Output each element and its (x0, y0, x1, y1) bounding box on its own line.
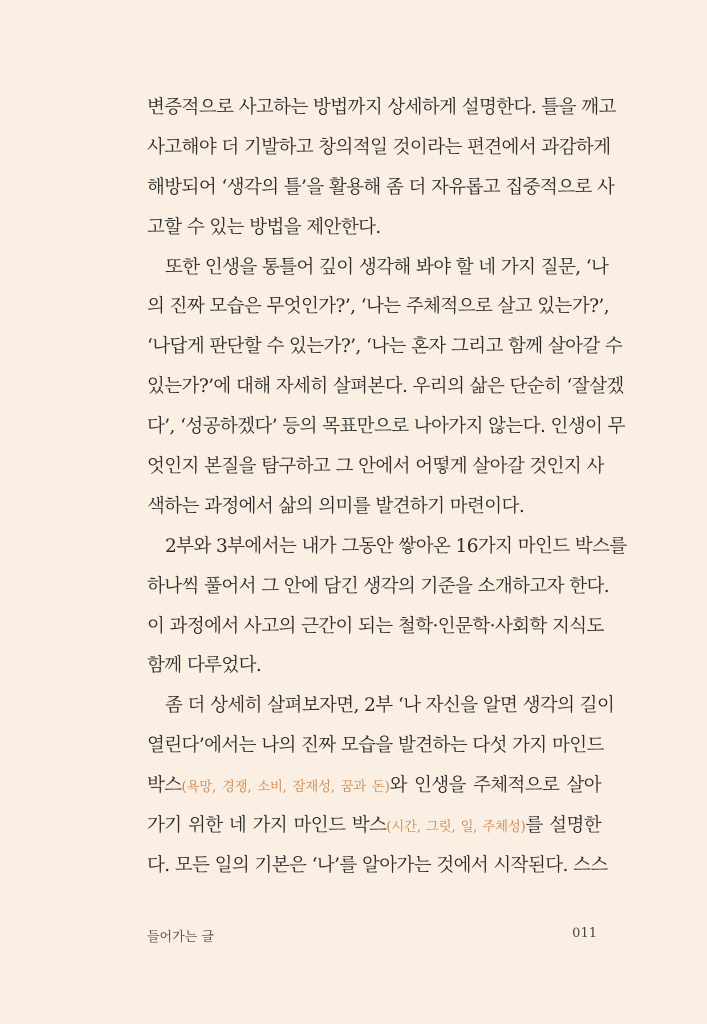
page-number: 011 (572, 926, 597, 941)
text-line: 엇인지 본질을 탐구하고 그 안에서 어떻게 살아갈 것인지 사 (147, 456, 604, 478)
text-line: 색하는 과정에서 삶의 의미를 발견하기 마련이다. (147, 495, 525, 517)
text-line: 하나씩 풀어서 그 안에 담긴 생각의 기준을 소개하고자 한다. (147, 575, 610, 597)
text-line: 고할 수 있는 방법을 제안한다. (147, 216, 381, 238)
text-line: 다. 모든 일의 기본은 ‘나’를 알아가는 것에서 시작된다. 스스 (147, 854, 608, 876)
text-line: 변증적으로 사고하는 방법까지 상세하게 설명한다. 틀을 깨고 (147, 97, 616, 118)
text-line (147, 766, 601, 806)
text-line: 열린다’에서는 나의 진짜 모습을 발견하는 다섯 가지 마인드 (147, 735, 604, 757)
running-footer-chapter: 들어가는 글 (147, 930, 214, 945)
text-line: 2부와 3부에서는 내가 그동안 쌓아온 16가지 마인드 박스를 (165, 535, 627, 557)
text-line: ‘나답게 판단할 수 있는가?’, ‘나는 혼자 그리고 함께 살아갈 수 (147, 336, 623, 358)
annotation-text: (욕망, 경쟁, 소비, 잠재성, 꿈과 돈) (181, 779, 390, 796)
text-line: 있는가?’에 대해 자세히 살펴본다. 우리의 삶은 단순히 ‘잘살겠 (147, 376, 624, 398)
text-line: 해방되어 ‘생각의 틀’을 활용해 좀 더 자유롭고 집중적으로 사 (147, 176, 615, 198)
text-line: 사고해야 더 기발하고 창의적일 것이라는 편견에서 과감하게 (147, 136, 611, 158)
text-line: 또한 인생을 통틀어 깊이 생각해 봐야 할 네 가지 질문, ‘나 (165, 256, 609, 278)
text-line: 좀 더 상세히 살펴보자면, 2부 ‘나 자신을 알면 생각의 길이 (165, 695, 615, 717)
text-run: 와 인생을 주체적으로 살아 (389, 775, 601, 797)
body-text (147, 88, 627, 886)
text-line: 의 진짜 모습은 무엇인가?’, ‘나는 주체적으로 살고 있는가?’, (147, 296, 609, 318)
annotation-text: (시간, 그릿, 일, 주체성) (386, 819, 526, 836)
text-run: 박스 (147, 775, 182, 797)
text-line (147, 806, 601, 846)
text-run: 가기 위한 네 가지 마인드 박스 (147, 815, 387, 837)
text-line: 이 과정에서 사고의 근간이 되는 철학·인문학·사회학 지식도 (147, 615, 604, 637)
text-line: 함께 다루었다. (147, 655, 262, 677)
text-line: 다’, ‘성공하겠다’ 등의 목표만으로 나아가지 않는다. 인생이 무 (147, 416, 625, 438)
text-run: 를 설명한 (525, 815, 601, 837)
